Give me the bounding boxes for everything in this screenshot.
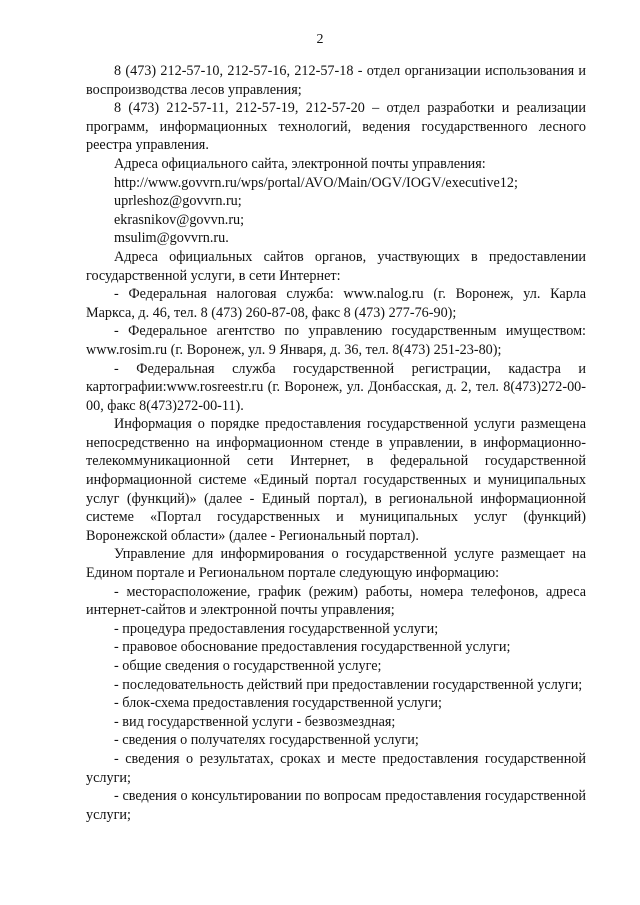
list-item-consulting: - сведения о консультировании по вопросам предоставления государственной услуги; [86,788,586,823]
contact-email-msulim: msulim@govvrn.ru. [114,230,229,247]
page-number: 2 [316,32,324,47]
list-item-location-schedule: - месторасположение, график (режим) работы, номера телефонов, адреса интернет-сайтов и электронной почты управления; [86,583,586,619]
contact-website: http://www.govvrn.ru/wps/portal/AVO/Main/OGV/IOGV/executive12; [114,174,518,191]
paragraph-information-placement: Информация о порядке предоставления государственной услуги размещена непосредственно на информационном стенде в управлении, в информационно-телекоммуникационной сети Интернет, в федеральной государственной информационной системе «Единый портал государственных и муниципальных услуг (функций)» (далее - Единый портал), в региональной информационной системе «Портал государственных и муниципальных услуг (функций) Воронежской области» (далее - Региональный портал). [86,416,586,544]
paragraph-agencies-intro: Адреса официальных сайтов органов, участвующих в предоставлении государственной услуги, в сети Интернет: [86,248,586,284]
list-item-service-type: - вид государственной услуги - безвозмездная; [114,713,396,730]
paragraph-tax-service: - Федеральная налоговая служба: www.nalog.ru (г. Воронеж, ул. Карла Маркса, д. 46, тел. 8 (473) 260-87-08, факс 8 (473) 277-76-90); [86,286,586,321]
contact-email-ekrasnikov: ekrasnikov@govvn.ru; [114,211,245,228]
list-item-legal-basis: - правовое обоснование предоставления государственной услуги; [114,639,511,656]
list-item-general-info: - общие сведения о государственной услуге; [114,658,382,674]
list-item-recipients: - сведения о получателях государственной услуги; [114,732,419,749]
list-item-results-terms: - сведения о результатах, сроках и месте предоставления государственной услуги; [86,750,586,786]
contact-email-uprleshoz: uprleshoz@govvrn.ru; [114,193,242,210]
paragraph-phone-forest-use: 8 (473) 212-57-10, 212-57-16, 212-57-18 - отдел организации использования и воспроизводства лесов управления; [86,63,586,98]
document-body [86,62,586,824]
paragraph-portal-info-intro: Управление для информирования о государственной услуге размещает на Едином портале и Региональном портале следующую информацию: [86,546,586,582]
list-item-action-sequence: - последовательность действий при предоставлении государственной услуги; [114,676,583,693]
paragraph-property-agency: - Федеральное агентство по управлению государственным имуществом: www.rosim.ru (г. Воронеж, ул. 9 Января, д. 36, тел. 8(473) 251-23-80); [86,323,586,358]
list-item-flowchart: - блок-схема предоставления государственной услуги; [114,695,442,712]
paragraph-phone-it-department: 8 (473) 212-57-11, 212-57-19, 212-57-20 – отдел разработки и реализации программ, информационных технологий, ведения государственного лесного реестра управления. [86,100,586,154]
list-item-procedure: - процедура предоставления государственной услуги; [114,620,439,637]
paragraph-site-email-intro: Адреса официального сайта, электронной почты управления: [114,155,486,172]
paragraph-rosreestr: - Федеральная служба государственной регистрации, кадастра и картографии:www.rosreestr.ru (г. Воронеж, ул. Донбасская, д. 2, тел. 8(473)272-00-00, факс 8(473)272-00-11). [86,360,586,414]
